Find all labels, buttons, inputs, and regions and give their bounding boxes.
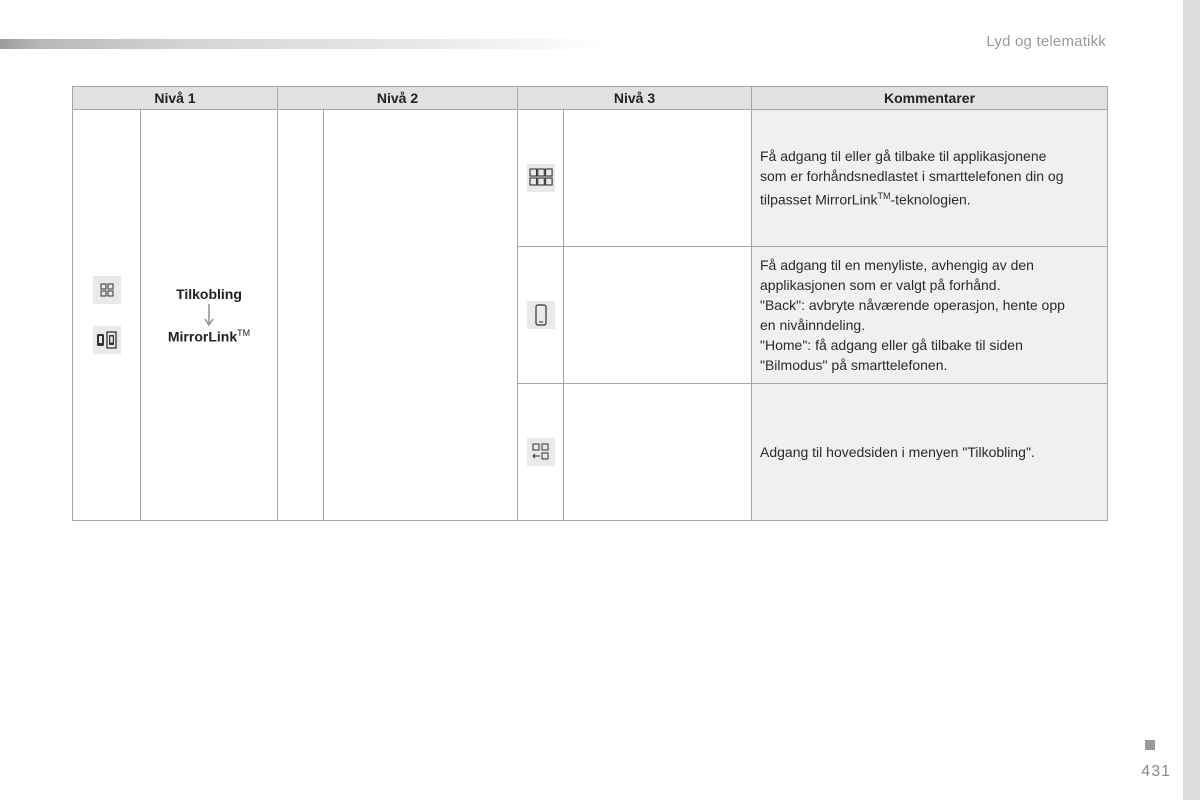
comment-line: tilpasset MirrorLink™-teknologien.: [760, 191, 971, 208]
level1-label-connection: Tilkobling: [176, 285, 242, 302]
level3-icon-cell: [518, 247, 564, 384]
level1-label-mirrorlink: MirrorLink™: [167, 327, 251, 345]
connection-grid-icon: [93, 276, 121, 304]
comment-cell: [752, 384, 1108, 521]
smartphone-icon: [527, 301, 555, 329]
header-comments: Kommentarer: [752, 87, 1108, 110]
page-marker: [1145, 740, 1155, 750]
comment-line: "Back": avbryte nåværende operasjon, hente opp: [760, 297, 1065, 313]
comment-line: som er forhåndsnedlastet i smarttelefonen din og: [760, 168, 1064, 185]
section-title: Lyd og telematikk: [986, 33, 1106, 50]
comment-line: "Home": få adgang eller gå tilbake til siden: [760, 337, 1023, 353]
comment-line: Adgang til hovedsiden i menyen "Tilkobling".: [760, 444, 1035, 460]
arrow-down-icon: [204, 304, 214, 326]
header-level1: Nivå 1: [73, 87, 278, 110]
level3-label-cell: [564, 384, 752, 521]
comment-line: applikasjonen som er valgt på forhånd.: [760, 277, 1001, 293]
comment-line: "Bilmodus" på smarttelefonen.: [760, 357, 948, 373]
level1-label-cell: [141, 110, 278, 521]
app-grid-icon: [527, 164, 555, 192]
table-row: [73, 110, 1108, 247]
level2-label-cell: [324, 110, 518, 521]
level3-label-cell: [564, 247, 752, 384]
menu-table: [72, 86, 1108, 521]
level2-icon-cell: [278, 110, 324, 521]
phone-mirror-icon: [93, 326, 121, 354]
comment-line: Få adgang til eller gå tilbake til applikasjonene: [760, 148, 1047, 165]
table-header-row: [73, 87, 1108, 110]
header-level3: Nivå 3: [518, 87, 752, 110]
comment-line: Få adgang til en menyliste, avhengig av den: [760, 257, 1034, 273]
level3-icon-cell: [518, 384, 564, 521]
comment-cell: [752, 247, 1108, 384]
header-level2: Nivå 2: [278, 87, 518, 110]
comment-cell: [752, 110, 1108, 247]
level3-label-cell: [564, 110, 752, 247]
level1-icon-cell: [73, 110, 141, 521]
comment-line: en nivåinndeling.: [760, 317, 866, 333]
page-number: 431: [1141, 763, 1171, 780]
level3-icon-cell: [518, 110, 564, 247]
header-gradient-bar: [0, 39, 610, 49]
page-edge-strip: [1183, 0, 1200, 800]
back-to-menu-icon: [527, 438, 555, 466]
